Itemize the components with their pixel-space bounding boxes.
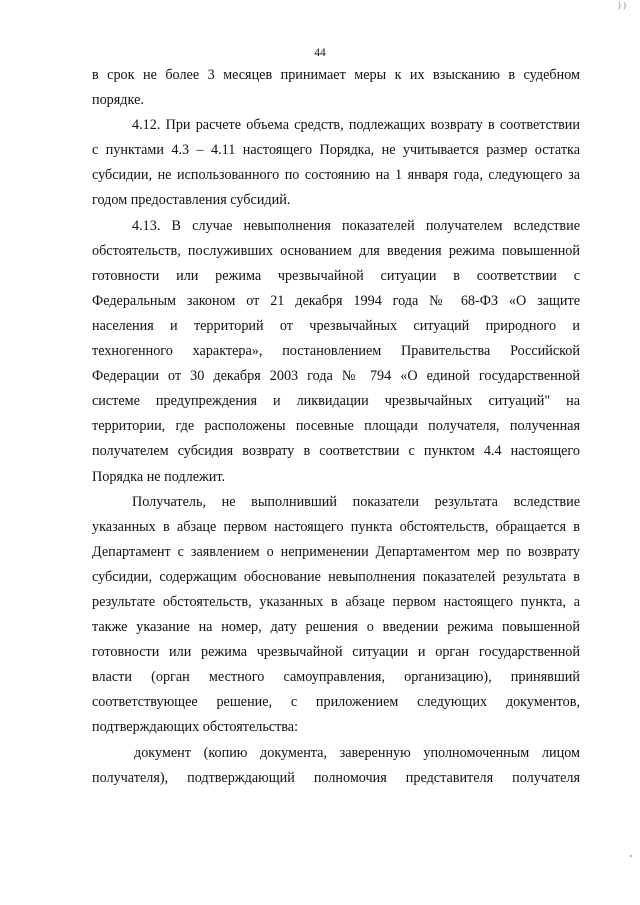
text-line: обстоятельств, послуживших основанием для введения режима повышенной — [92, 242, 580, 259]
text-line: 4.13. В случае невыполнения показателей получателем вследствие — [132, 217, 580, 234]
paragraph-document-item — [92, 741, 580, 791]
page-number: 44 — [314, 47, 326, 59]
text-line: в срок не более 3 месяцев принимает меры к их взысканию в судебном — [92, 67, 580, 83]
text-line: Федерации от 30 декабря 2003 года № 794 «О единой государственной — [92, 368, 580, 385]
text-line: готовности или режима чрезвычайной ситуации в соответствии с — [92, 267, 580, 284]
text-line: подтверждающих обстоятельства: — [92, 719, 299, 736]
text-line: Федеральным законом от 21 декабря 1994 года № 68-ФЗ «О защите — [92, 292, 580, 309]
text-line: соответствующее решение, с приложением следующих документов, — [92, 694, 580, 711]
text-line: системе предупреждения и ликвидации чрезвычайных ситуаций" на — [92, 393, 580, 410]
scan-artifact-dot — [630, 855, 632, 857]
text-line: результате обстоятельств, указанных в абзаце первом настоящего пункта, а — [92, 593, 580, 610]
text-line: территории, где расположены посевные площади получателя, полученная — [92, 418, 580, 435]
text-line: техногенного характера», постановлением Правительства Российской — [92, 343, 580, 360]
text-line: также указание на номер, дату решения о введении режима повышенной — [92, 619, 580, 636]
text-line: получателя), подтверждающий полномочия представителя получателя — [92, 769, 580, 786]
text-line: документ (копию документа, заверенную уполномоченным лицом — [134, 744, 580, 761]
text-line: с пунктами 4.3 – 4.11 настоящего Порядка, не учитывается размер остатка — [92, 142, 580, 159]
text-line: годом предоставления субсидий. — [92, 192, 291, 209]
text-line: Порядка не подлежит. — [92, 468, 226, 485]
text-line: получателем субсидия возврату в соответствии с пунктом 4.4 настоящего — [92, 443, 580, 460]
text-line: готовности или режима чрезвычайной ситуации и орган государственной — [92, 644, 580, 661]
document-body — [92, 63, 580, 791]
paragraph-recipient — [92, 490, 580, 741]
paragraph-clause-4-13 — [92, 214, 580, 490]
text-line: порядке. — [92, 92, 144, 109]
text-line: субсидии, содержащим обоснование невыполнения показателей результата в — [92, 568, 580, 585]
text-line: Департамент с заявлением о неприменении Департаментом мер по возврату — [92, 543, 580, 560]
paragraph-continuation — [92, 63, 580, 113]
text-line: населения и территорий от чрезвычайных ситуаций природного и — [92, 317, 580, 334]
scan-corner-mark: ) ) — [617, 0, 626, 10]
text-line: 4.12. При расчете объема средств, подлежащих возврату в соответствии — [132, 117, 580, 134]
paragraph-clause-4-12 — [92, 113, 580, 213]
text-line: Получатель, не выполнивший показатели результата вследствие — [132, 493, 580, 510]
text-line: власти (орган местного самоуправления, организацию), принявший — [92, 669, 580, 686]
text-line: указанных в абзаце первом настоящего пункта обстоятельств, обращается в — [92, 518, 580, 535]
text-line: субсидии, не использованного по состоянию на 1 января года, следующего за — [92, 167, 580, 184]
